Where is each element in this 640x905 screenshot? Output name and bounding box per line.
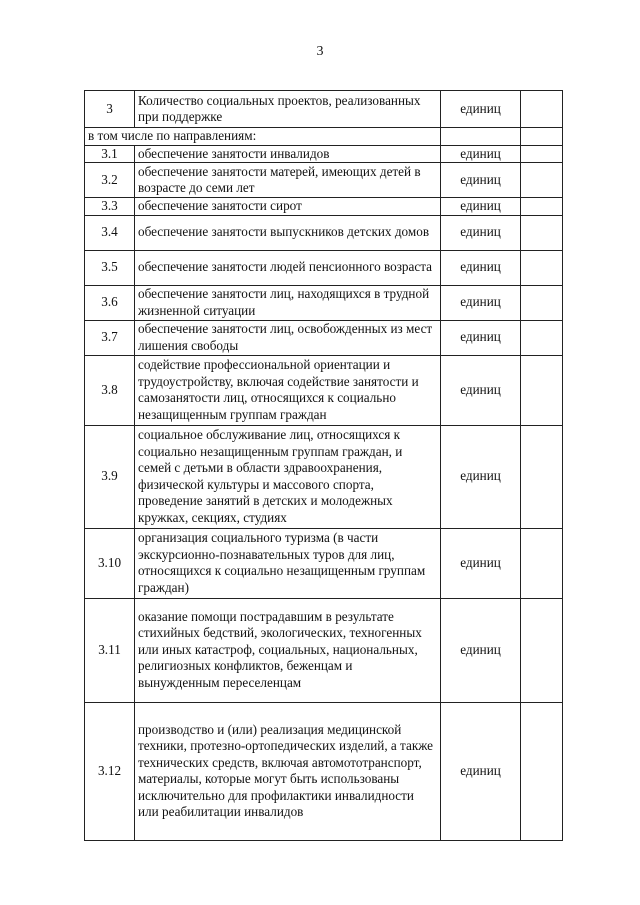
row-description: содействие профессиональной ориентации и трудоустройству, включая содействие занятости и самозанятости лиц, относящихся к социально незащищенным группам граждан: [135, 355, 441, 425]
row-unit: единиц: [441, 285, 521, 320]
row-value-cell: [521, 128, 563, 146]
row-unit: единиц: [441, 320, 521, 355]
row-description: обеспечение занятости матерей, имеющих детей в возрасте до семи лет: [135, 163, 441, 198]
row-value-cell: [521, 91, 563, 128]
row-value-cell: [521, 250, 563, 285]
row-value-cell: [521, 145, 563, 163]
table-row: [85, 320, 563, 355]
row-description: организация социального туризма (в части экскурсионно-познавательных туров для лиц, относящихся к социально незащищенным группам граждан): [135, 528, 441, 598]
row-number: 3.8: [85, 355, 135, 425]
table-row: [85, 250, 563, 285]
row-value-cell: [521, 163, 563, 198]
row-unit: единиц: [441, 425, 521, 528]
table-row: [85, 598, 563, 702]
row-unit: единиц: [441, 598, 521, 702]
row-description: обеспечение занятости лиц, освобожденных из мест лишения свободы: [135, 320, 441, 355]
row-unit: единиц: [441, 215, 521, 250]
table-row: [85, 145, 563, 163]
table-row: [85, 91, 563, 128]
row-value-cell: [521, 285, 563, 320]
table-row: [85, 285, 563, 320]
row-number: 3.5: [85, 250, 135, 285]
row-number: 3.3: [85, 198, 135, 216]
sub-header-row: [85, 128, 563, 146]
row-value-cell: [521, 702, 563, 840]
row-number: 3.2: [85, 163, 135, 198]
row-value-cell: [521, 598, 563, 702]
row-number: 3.7: [85, 320, 135, 355]
row-unit: единиц: [441, 355, 521, 425]
row-unit: единиц: [441, 145, 521, 163]
row-unit: единиц: [441, 250, 521, 285]
page-number: 3: [316, 44, 324, 59]
row-unit: единиц: [441, 528, 521, 598]
row-unit: единиц: [441, 163, 521, 198]
row-description: обеспечение занятости инвалидов: [135, 145, 441, 163]
row-value-cell: [521, 355, 563, 425]
table-row: [85, 198, 563, 216]
row-description: Количество социальных проектов, реализованных при поддержке: [135, 91, 441, 128]
table-row: [85, 355, 563, 425]
row-number: 3.12: [85, 702, 135, 840]
row-value-cell: [521, 320, 563, 355]
row-description: оказание помощи пострадавшим в результате стихийных бедствий, экологических, техногенных или иных катастроф, социальных, национальных, религиозных конфликтов, беженцам и вынужденным переселенцам: [135, 598, 441, 702]
row-unit: единиц: [441, 91, 521, 128]
row-description: обеспечение занятости лиц, находящихся в трудной жизненной ситуации: [135, 285, 441, 320]
row-description: обеспечение занятости выпускников детских домов: [135, 215, 441, 250]
row-value-cell: [521, 528, 563, 598]
row-number: 3: [85, 91, 135, 128]
table-row: [85, 215, 563, 250]
row-value-cell: [521, 198, 563, 216]
row-number: 3.6: [85, 285, 135, 320]
table-row: [85, 528, 563, 598]
row-number: 3.4: [85, 215, 135, 250]
row-unit: единиц: [441, 198, 521, 216]
row-description: обеспечение занятости сирот: [135, 198, 441, 216]
row-number: 3.10: [85, 528, 135, 598]
table-row: [85, 163, 563, 198]
row-value-cell: [521, 425, 563, 528]
row-description: производство и (или) реализация медицинской техники, протезно-ортопедических изделий, а также технических средств, включая автомототранспорт, материалы, которые могут быть использованы исключительно для профилактики инвалидности или реабилитации инвалидов: [135, 702, 441, 840]
row-value-cell: [521, 215, 563, 250]
sub-header-text: в том числе по направлениям:: [85, 128, 441, 146]
table-row: [85, 702, 563, 840]
row-number: 3.1: [85, 145, 135, 163]
indicators-table: [84, 90, 563, 841]
row-description: обеспечение занятости людей пенсионного возраста: [135, 250, 441, 285]
row-number: 3.11: [85, 598, 135, 702]
row-number: 3.9: [85, 425, 135, 528]
row-description: социальное обслуживание лиц, относящихся к социально незащищенным группам граждан, и семей с детьми в области здравоохранения, физической культуры и массового спорта, проведение занятий в детских и молодежных кружках, секциях, студиях: [135, 425, 441, 528]
row-unit: единиц: [441, 702, 521, 840]
table-row: [85, 425, 563, 528]
row-unit-empty: [441, 128, 521, 146]
